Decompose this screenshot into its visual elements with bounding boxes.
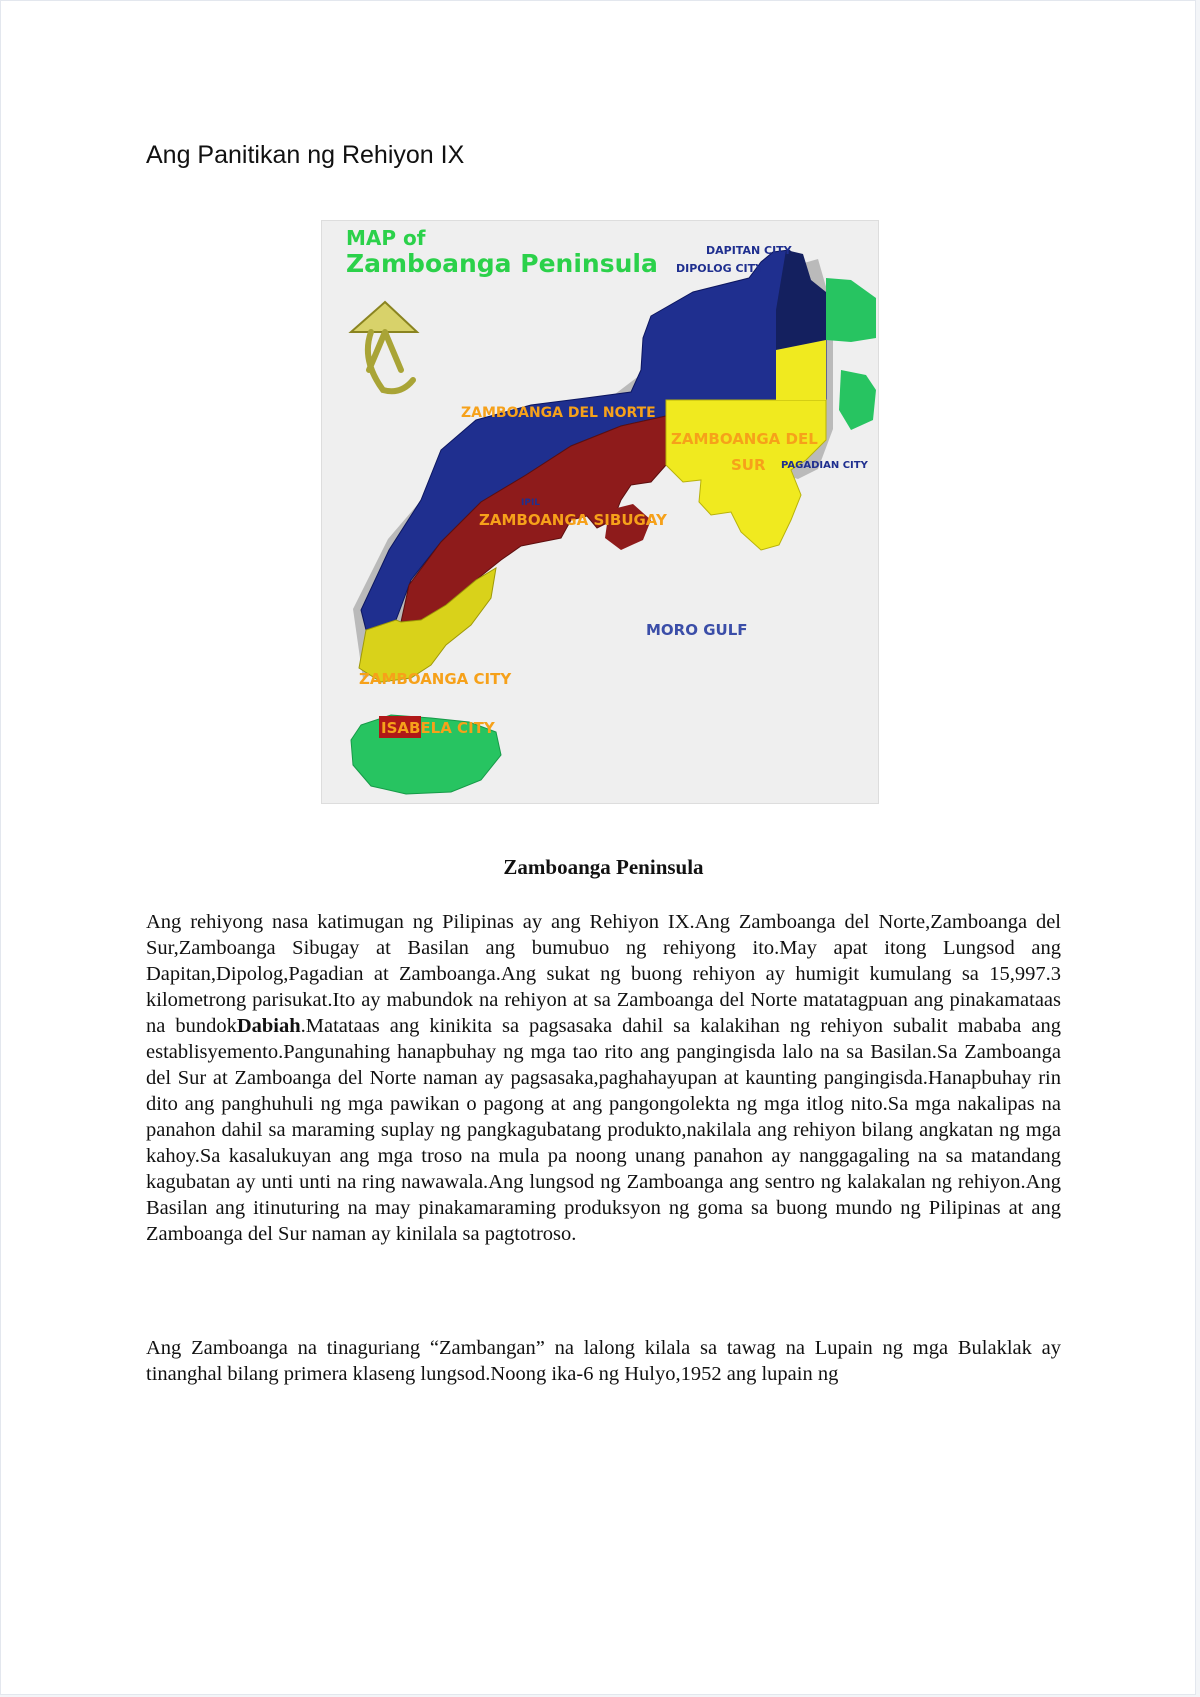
paragraph-1	[146, 909, 1061, 1247]
label-zamboanga-del-sur-line1: ZAMBOANGA DEL	[671, 430, 818, 448]
label-zamboanga-sibugay: ZAMBOANGA SIBUGAY	[479, 511, 667, 529]
zamboanga-map-figure	[321, 220, 879, 804]
map-title-line1: MAP of	[346, 226, 426, 250]
document-title: Ang Panitikan ng Rehiyon IX	[146, 141, 465, 169]
map-svg	[321, 220, 879, 804]
region-sur-east	[776, 340, 826, 400]
paragraph-2: Ang Zamboanga na tinaguriang “Zambangan” na lalong kilala sa tawag na Lupain ng mga Bulaklak ay tinanghal bilang primera klaseng lungsod.Noong ika-6 ng Hulyo,1952 ang lupain ng	[146, 1337, 1061, 1385]
label-isabela-city: ISABELA CITY	[381, 719, 495, 737]
label-dipolog-city: DIPOLOG CITY	[676, 262, 764, 275]
label-zamboanga-del-norte: ZAMBOANGA DEL NORTE	[461, 405, 656, 421]
label-moro-gulf: MORO GULF	[646, 621, 748, 639]
label-dapitan-city: DAPITAN CITY	[706, 244, 792, 257]
label-pagadian-city: PAGADIAN CITY	[781, 460, 868, 471]
label-zamboanga-del-sur-line2: SUR	[731, 456, 766, 474]
label-zamboanga-city: ZAMBOANGA CITY	[359, 670, 512, 688]
label-ipil: IPIL	[521, 498, 541, 508]
map-title-line2: Zamboanga Peninsula	[346, 249, 658, 278]
paragraph-1-text-start: Ang rehiyong nasa katimugan ng Pilipinas ay ang Rehiyon IX.Ang Zamboanga del Norte,Zamboanga del Sur,Zamboanga Sibugay at Basilan ang bumubuo ng rehiyong ito.May apat itong Lungsod ang Dapitan,Dipolog,Pagadian at Zamboanga.Ang sukat ng buong rehiyon ay humigit kumulang sa 15,997.3 kilometrong parisukat.Ito ay mabundok na rehiyon at sa Zamboanga del Norte matatagpuan ang pinakamataas na bundok	[146, 911, 1061, 1037]
paragraph-1-bold-term: Dabiah	[236, 1015, 301, 1037]
map-caption: Zamboanga Peninsula	[503, 855, 704, 879]
paragraph-1-text-end: .Matataas ang kinikita sa pagsasaka dahil sa kalakihan ng rehiyon subalit mababa ang establisyemento.Pangunahing hanapbuhay ng mga tao rito ang pangingisda lalo na sa Basilan.Sa Zamboanga del Sur at Zamboanga del Norte naman ay pagsasaka,paghahayupan at kaunting pangingisda.Hanapbuhay rin dito ang panghuhuli ng mga pawikan o pagong at ang pangongolekta ng mga itlog nito.Sa mga nakalipas na panahon dahil sa maraming suplay ng pangkagubatang produkto,nakilala ang rehiyon bilang angkatan ng mga kahoy.Sa kasalukuyan ang mga troso na mula pa noong unang panahon ay nanggagaling na sa matandang kagubatan ay unti unti na ring nawawala.Ang lungsod ng Zamboanga ang sentro ng kalakalan ng rehiyon.Ang Basilan ang itinuturing na may pinakamaraming produksyon ng goma sa buong mundo ng Pilipinas at ang Zamboanga del Sur naman ay kinilala sa pagtotroso.	[146, 1015, 1061, 1245]
